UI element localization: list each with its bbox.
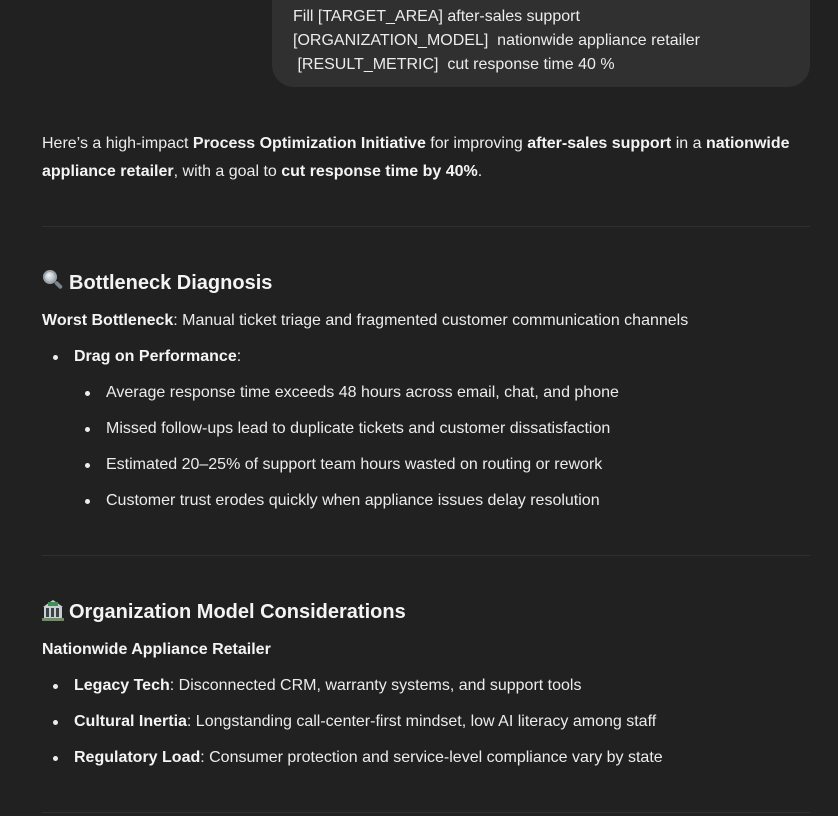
list-item-label: Regulatory Load — [74, 749, 201, 766]
list-item-text: Average response time exceeds 48 hours across email, chat, and phone — [106, 384, 619, 401]
bullet-dot — [53, 720, 58, 725]
list-item-text: Missed follow-ups lead to duplicate tickets and customer dissatisfaction — [106, 420, 611, 437]
section-divider — [42, 812, 810, 813]
intro-bold-target-area: after-sales support — [527, 135, 672, 152]
user-message-line: [RESULT_METRIC] cut response time 40 % — [293, 56, 615, 73]
org-model-subheading-text: Nationwide Appliance Retailer — [42, 641, 271, 658]
worst-bottleneck-line — [42, 309, 688, 333]
list-item-label: Cultural Inertia — [74, 713, 187, 730]
bottleneck-heading — [42, 269, 272, 297]
bullet-dot — [53, 756, 58, 761]
intro-text: for improving — [425, 135, 528, 152]
bullet-dot — [85, 463, 90, 468]
bullet-dot — [53, 684, 58, 689]
org-model-heading — [42, 598, 406, 626]
response-intro — [42, 130, 810, 186]
bottleneck-heading-text: Bottleneck Diagnosis — [69, 272, 273, 294]
worst-bottleneck-text: : Manual ticket triage and fragmented customer communication channels — [173, 312, 689, 329]
section-divider — [42, 226, 810, 227]
bullet-dot — [85, 427, 90, 432]
list-item — [74, 674, 581, 698]
drag-performance-suffix: : — [236, 348, 242, 365]
list-item — [106, 453, 602, 477]
bullet-dot — [53, 355, 58, 360]
magnifying-glass-icon — [42, 270, 64, 292]
drag-performance-label: Drag on Performance — [74, 348, 237, 365]
intro-text: in a — [671, 135, 706, 152]
intro-text: Here’s a high-impact — [42, 135, 193, 152]
intro-text: . — [477, 163, 483, 180]
bullet-dot — [85, 499, 90, 504]
list-item-label: Legacy Tech — [74, 677, 170, 694]
list-item — [106, 489, 600, 513]
list-item — [106, 417, 610, 441]
bank-icon — [42, 599, 64, 621]
list-item — [74, 746, 663, 770]
section-divider — [42, 555, 810, 556]
org-model-subheading — [42, 638, 271, 662]
user-message-line: Fill [TARGET_AREA] after-sales support — [293, 8, 580, 25]
intro-bold-organization: nationwide appliance retailer — [42, 135, 790, 180]
list-item-text: : Disconnected CRM, warranty systems, and support tools — [169, 677, 582, 694]
org-model-heading-text: Organization Model Considerations — [69, 601, 406, 623]
worst-bottleneck-label: Worst Bottleneck — [42, 312, 174, 329]
list-item — [74, 710, 656, 734]
bullet-dot — [85, 391, 90, 396]
intro-text: , with a goal to — [173, 163, 282, 180]
user-message-bubble — [272, 0, 810, 87]
list-item-text: : Consumer protection and service-level compliance vary by state — [200, 749, 663, 766]
list-item-text: Customer trust erodes quickly when appliance issues delay resolution — [106, 492, 600, 509]
intro-bold-metric: cut response time by 40% — [281, 163, 478, 180]
intro-bold-initiative: Process Optimization Initiative — [192, 135, 426, 152]
list-item — [74, 345, 241, 369]
list-item — [106, 381, 619, 405]
user-message-line: [ORGANIZATION_MODEL] nationwide appliance retailer — [293, 32, 700, 49]
list-item-text: : Longstanding call-center-first mindset, low AI literacy among staff — [186, 713, 657, 730]
list-item-text: Estimated 20–25% of support team hours wasted on routing or rework — [106, 456, 603, 473]
